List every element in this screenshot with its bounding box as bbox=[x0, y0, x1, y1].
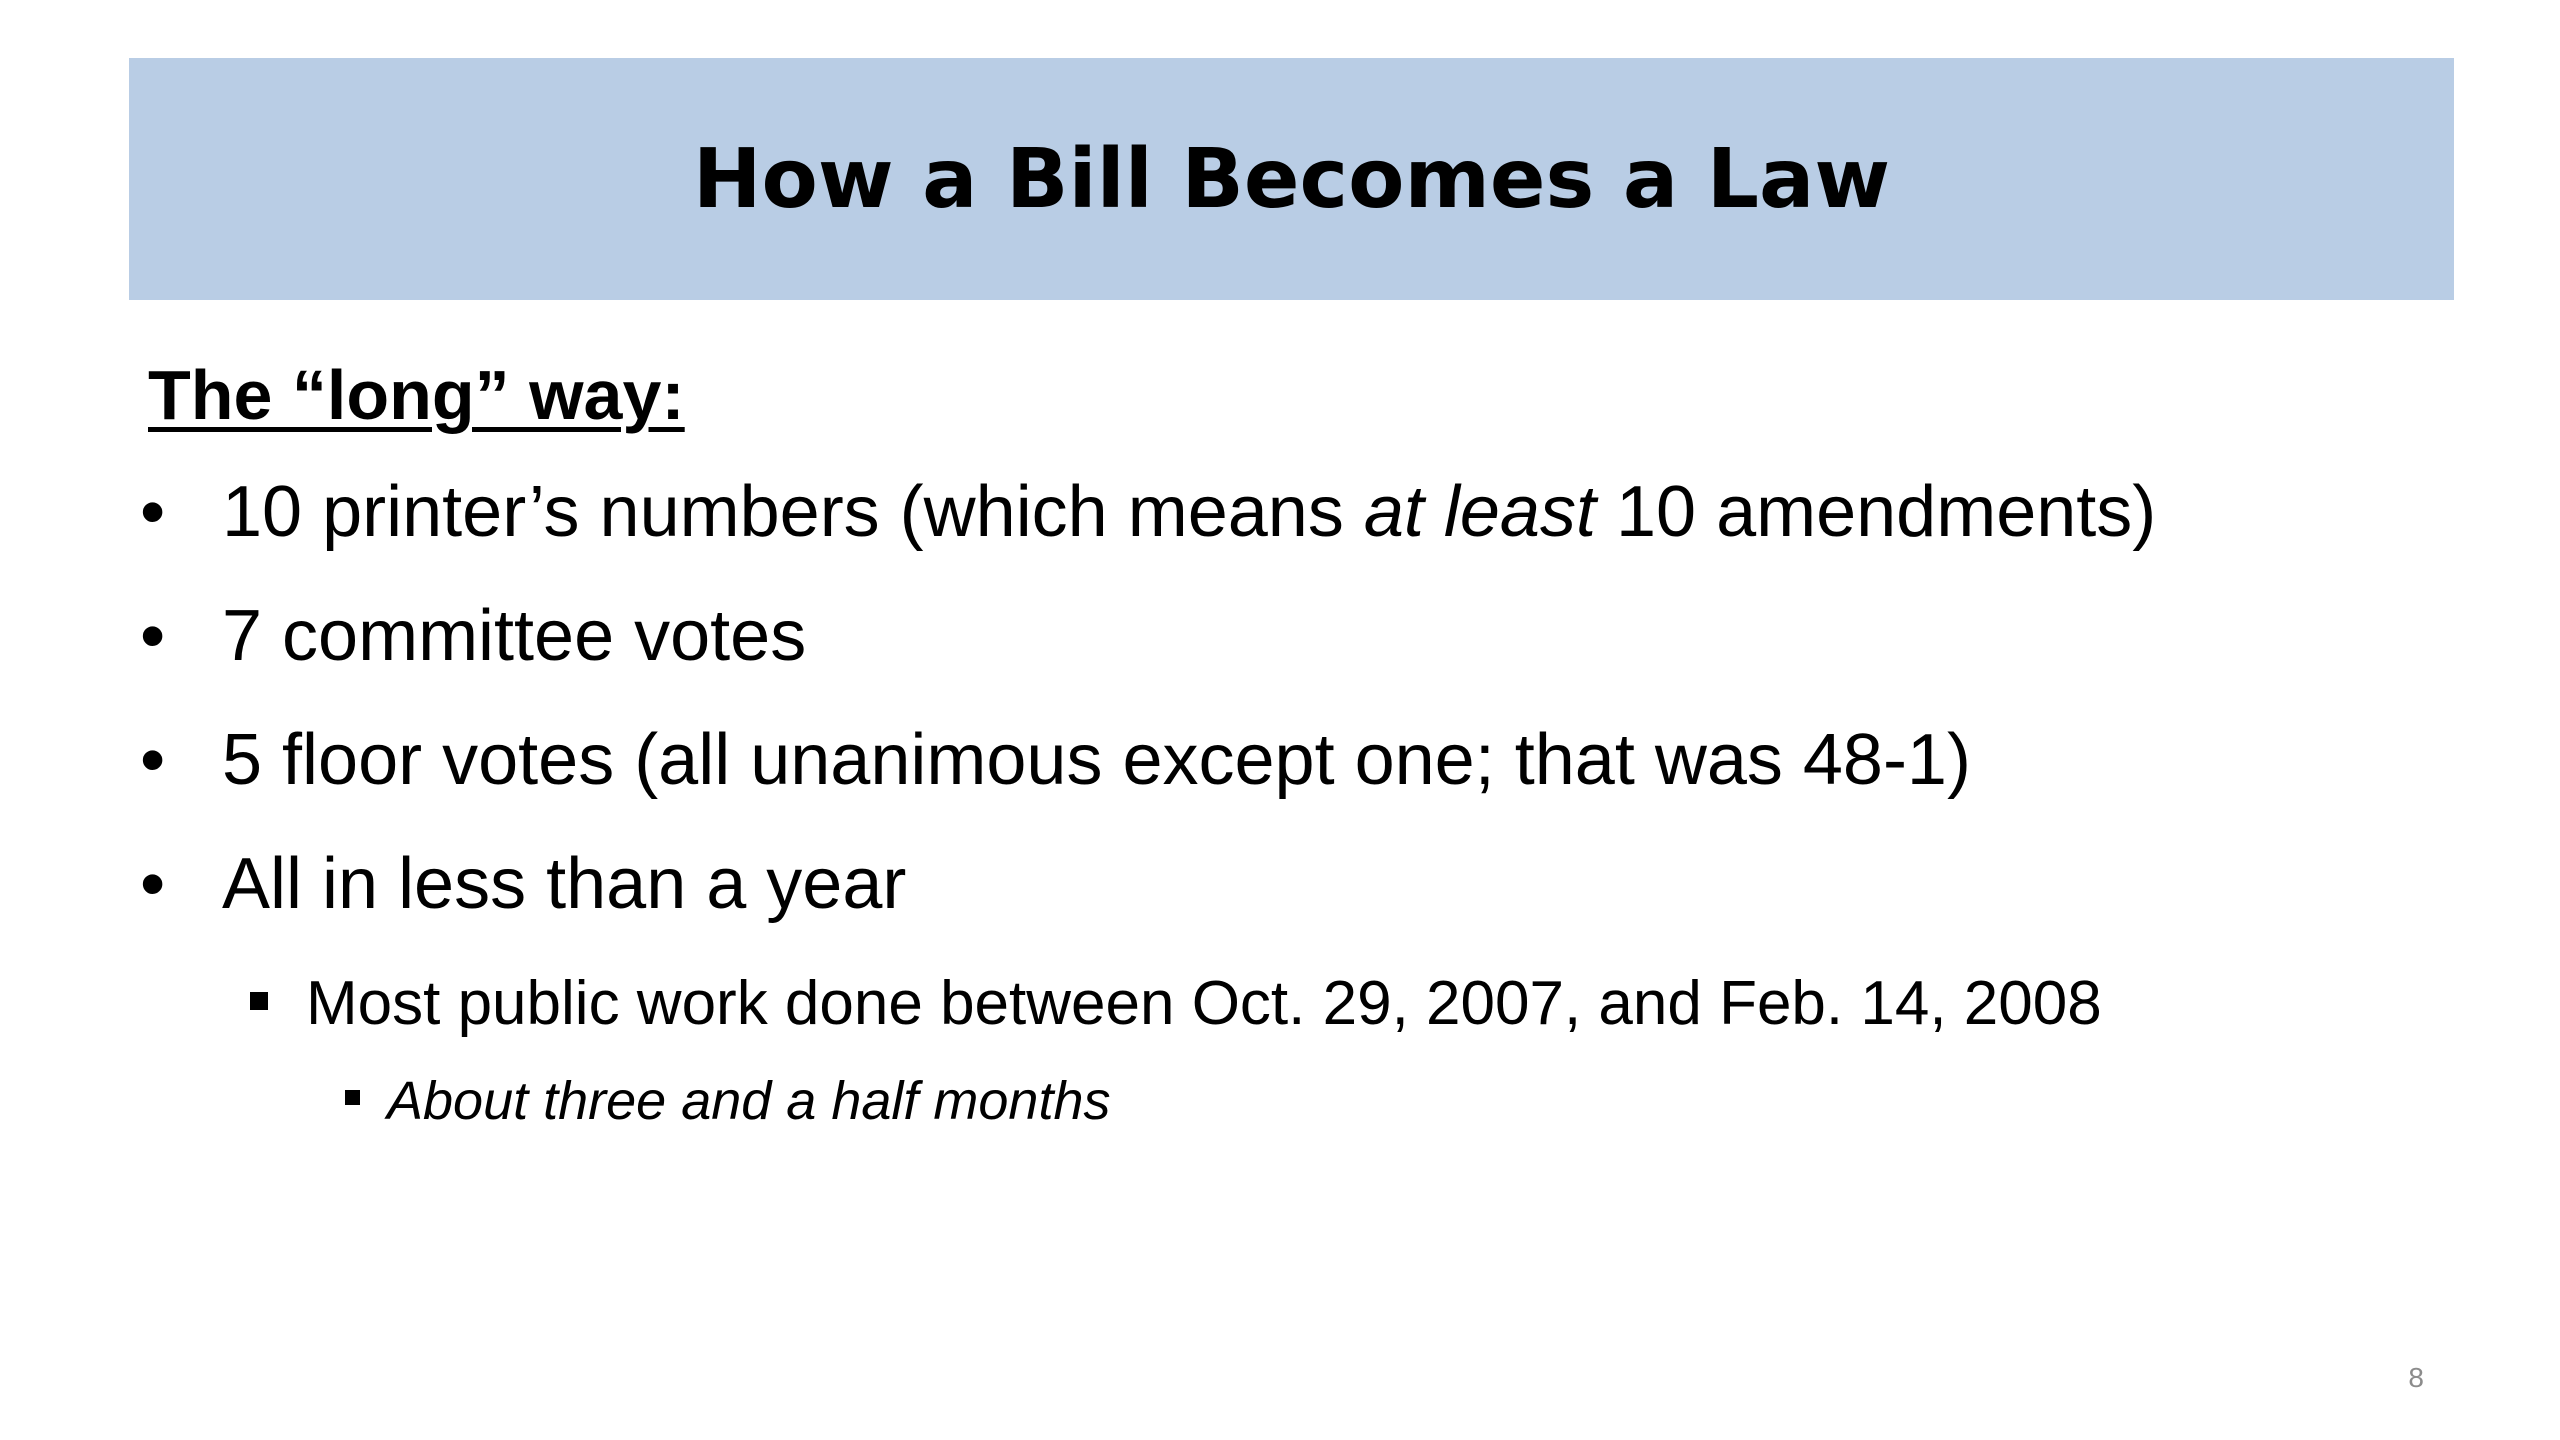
bullet-text-post: 10 amendments) bbox=[1595, 472, 2157, 552]
bullet-text: 7 committee votes bbox=[222, 596, 807, 676]
title-band bbox=[129, 58, 2454, 300]
page-number: 8 bbox=[2408, 1362, 2424, 1393]
bullet-list bbox=[140, 470, 2156, 1156]
bullet-item bbox=[140, 470, 2156, 594]
sub-bullet-text: Most public work done between Oct. 29, 2007, and Feb. 14, 2008 bbox=[306, 969, 2102, 1038]
bullet-dot-icon: • bbox=[140, 844, 166, 924]
bullet-dot-icon: • bbox=[140, 472, 166, 552]
bullet-item bbox=[140, 842, 2156, 966]
slide-title: How a Bill Becomes a Law bbox=[692, 131, 1891, 227]
bullet-dot-icon: • bbox=[140, 720, 166, 800]
square-bullet-icon bbox=[250, 992, 268, 1010]
sub-bullet-item bbox=[250, 966, 2156, 1066]
subheading: The “long” way: bbox=[148, 356, 685, 434]
sub-sub-bullet-item bbox=[345, 1066, 2156, 1156]
bullet-text: All in less than a year bbox=[222, 844, 907, 924]
bullet-text-pre: 10 printer’s numbers (which means bbox=[222, 472, 1364, 552]
sub-sub-bullet-text: About three and a half months bbox=[387, 1071, 1111, 1131]
bullet-dot-icon: • bbox=[140, 596, 166, 676]
bullet-text-emphasis: at least bbox=[1363, 472, 1596, 552]
bullet-item bbox=[140, 718, 2156, 842]
square-bullet-icon bbox=[345, 1090, 360, 1105]
bullet-text: 5 floor votes (all unanimous except one; that was 48-1) bbox=[222, 720, 1971, 800]
bullet-item bbox=[140, 594, 2156, 718]
